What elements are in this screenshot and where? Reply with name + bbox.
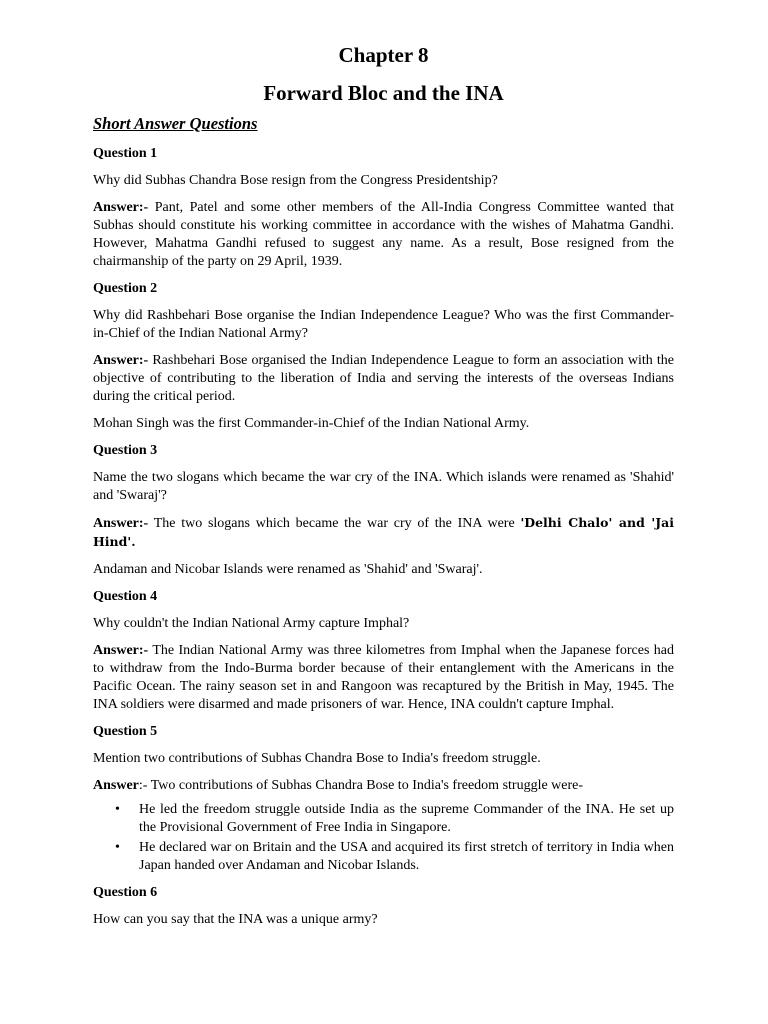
question-5-text: Mention two contributions of Subhas Chandra Bose to India's freedom struggle. [93, 751, 541, 766]
list-item [93, 839, 674, 875]
answer-label-word: Answer [93, 778, 139, 793]
answer-2-text: Rashbehari Bose organised the Indian Independence League to form an association with the objective of contributing to the liberation of India and serving the interests of the overseas Indians during the critical period. [93, 353, 674, 404]
document-content [93, 40, 674, 929]
chapter-title: Forward Bloc and the INA [263, 81, 504, 105]
answer-2 [93, 352, 674, 406]
section-heading: Short Answer Questions [93, 114, 258, 133]
answer-1 [93, 199, 674, 271]
list-item-text: He declared war on Britain and the USA and acquired its first stretch of territory in India when Japan handed over Andaman and Nicobar Islands. [139, 840, 674, 873]
chapter-heading: Chapter 8 [338, 43, 429, 67]
answer-label: Answer:- [93, 200, 149, 215]
answer-3-slogans: 'Delhi Chalo' and 'Jai Hind'. [93, 515, 675, 549]
question-4-heading: Question 4 [93, 589, 158, 604]
question-3-text: Name the two slogans which became the war cry of the INA. Which islands were renamed as 'Shahid' and 'Swaraj'? [93, 470, 674, 503]
answer-3-text: The two slogans which became the war cry of the INA were [148, 516, 521, 531]
answer-3 [93, 514, 674, 552]
question-5-heading: Question 5 [93, 724, 158, 739]
answer-4 [93, 642, 674, 714]
answer-3-continued: Andaman and Nicobar Islands were renamed as 'Shahid' and 'Swaraj'. [93, 562, 483, 577]
answer-label: Answer:- [93, 643, 149, 658]
answer-5-text: Two contributions of Subhas Chandra Bose to India's freedom struggle were- [147, 778, 584, 793]
list-item [93, 801, 674, 837]
question-6-heading: Question 6 [93, 885, 158, 900]
answer-5 [93, 777, 674, 795]
list-item-text: He led the freedom struggle outside India as the supreme Commander of the INA. He set up the Provisional Government of Free India in Singapore. [139, 802, 674, 835]
question-1-text: Why did Subhas Chandra Bose resign from the Congress Presidentship? [93, 173, 498, 188]
bullet-icon: • [115, 840, 120, 855]
question-3-heading: Question 3 [93, 443, 158, 458]
question-1-heading: Question 1 [93, 146, 158, 161]
answer-1-text: Pant, Patel and some other members of the All-India Congress Committee wanted that Subhas should constitute his working committee in accordance with the wishes of Mahatma Gandhi. However, Mahatma Gandhi refused to suggest any name. As a result, Bose resigned from the chairmanship of the party on 29 April, 1939. [93, 200, 674, 269]
answer-2-continued: Mohan Singh was the first Commander-in-Chief of the Indian National Army. [93, 416, 530, 431]
question-2-heading: Question 2 [93, 281, 158, 296]
answer-label: Answer:- [93, 353, 149, 368]
question-4-text: Why couldn't the Indian National Army capture Imphal? [93, 616, 410, 631]
question-2-text: Why did Rashbehari Bose organise the Indian Independence League? Who was the first Commander-in-Chief of the Indian National Army? [93, 308, 674, 341]
answer-label-suffix: :- [138, 778, 148, 793]
answer-5-bullet-list [93, 801, 674, 875]
answer-label: Answer:- [93, 516, 149, 531]
question-6-text: How can you say that the INA was a unique army? [93, 912, 378, 927]
answer-4-text: The Indian National Army was three kilometres from Imphal when the Japanese forces had to withdraw from the Indo-Burma border because of their entanglement with the Americans in the Pacific Ocean. The rainy season set in and Rangoon was recaptured by the British in May, 1945. The INA soldiers were disarmed and made prisoners of war. Hence, INA couldn't capture Imphal. [93, 643, 674, 712]
bullet-icon: • [115, 802, 120, 817]
